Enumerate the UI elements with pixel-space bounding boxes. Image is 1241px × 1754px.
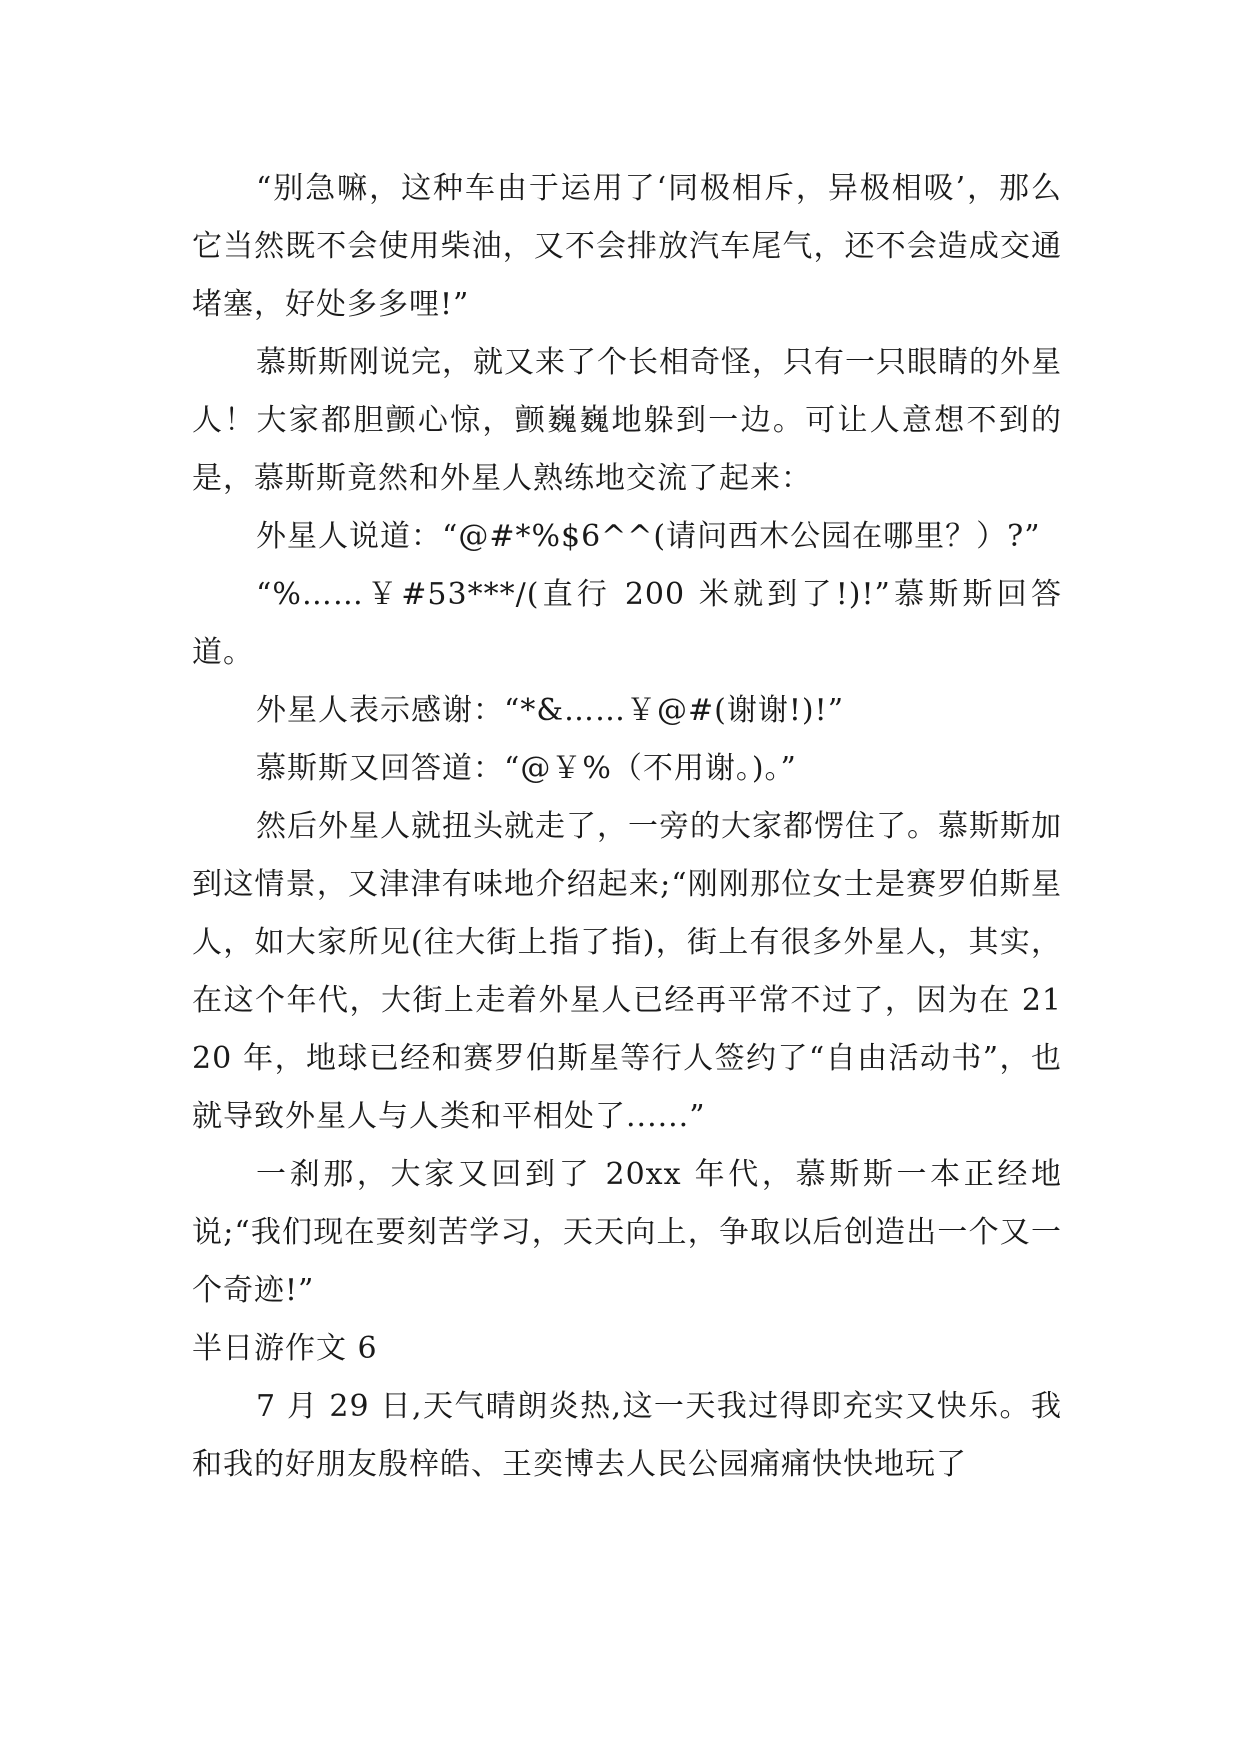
paragraph: “%……￥#53***/(直行 200 米就到了!)!”慕斯斯回答道。 (192, 577, 1062, 670)
paragraph: 外星人说道：“@#*%$6^^(请问西木公园在哪里？）?” (256, 519, 1041, 554)
paragraph: 然后外星人就扭头就走了，一旁的大家都愣住了。慕斯斯加到这情景，又津津有味地介绍起来;“刚刚那位女士是赛罗伯斯星人，如大家所见(往大街上指了指)，街上有很多外星人，其实，在这个年代，大街上走着外星人已经再平常不过了，因为在 2120 年，地球已经和赛罗伯斯星等行人签约了“自由活动书”，也就导致外星人与人类和平相处了......” (192, 809, 1062, 1134)
paragraph: 一刹那，大家又回到了 20xx 年代，慕斯斯一本正经地说;“我们现在要刻苦学习，天天向上，争取以后创造出一个又一个奇迹!” (192, 1157, 1062, 1308)
paragraph: 7 月 29 日,天气晴朗炎热,这一天我过得即充实又快乐。我和我的好朋友殷梓皓、王奕博去人民公园痛痛快快地玩了 (192, 1389, 1062, 1482)
paragraph: 慕斯斯刚说完，就又来了个长相奇怪，只有一只眼睛的外星人！大家都胆颤心惊，颤巍巍地躲到一边。可让人意想不到的是，慕斯斯竟然和外星人熟练地交流了起来： (192, 345, 1062, 496)
paragraph: 慕斯斯又回答道：“@￥%（不用谢。)。” (256, 751, 797, 786)
section-heading: 半日游作文 6 (192, 1331, 378, 1366)
document-body (192, 160, 1062, 1494)
paragraph: 外星人表示感谢：“*&……￥@#(谢谢!)!” (256, 693, 845, 728)
paragraph: “别急嘛，这种车由于运用了‘同极相斥，异极相吸’，那么它当然既不会使用柴油，又不会排放汽车尾气，还不会造成交通堵塞，好处多多哩!” (192, 171, 1062, 322)
